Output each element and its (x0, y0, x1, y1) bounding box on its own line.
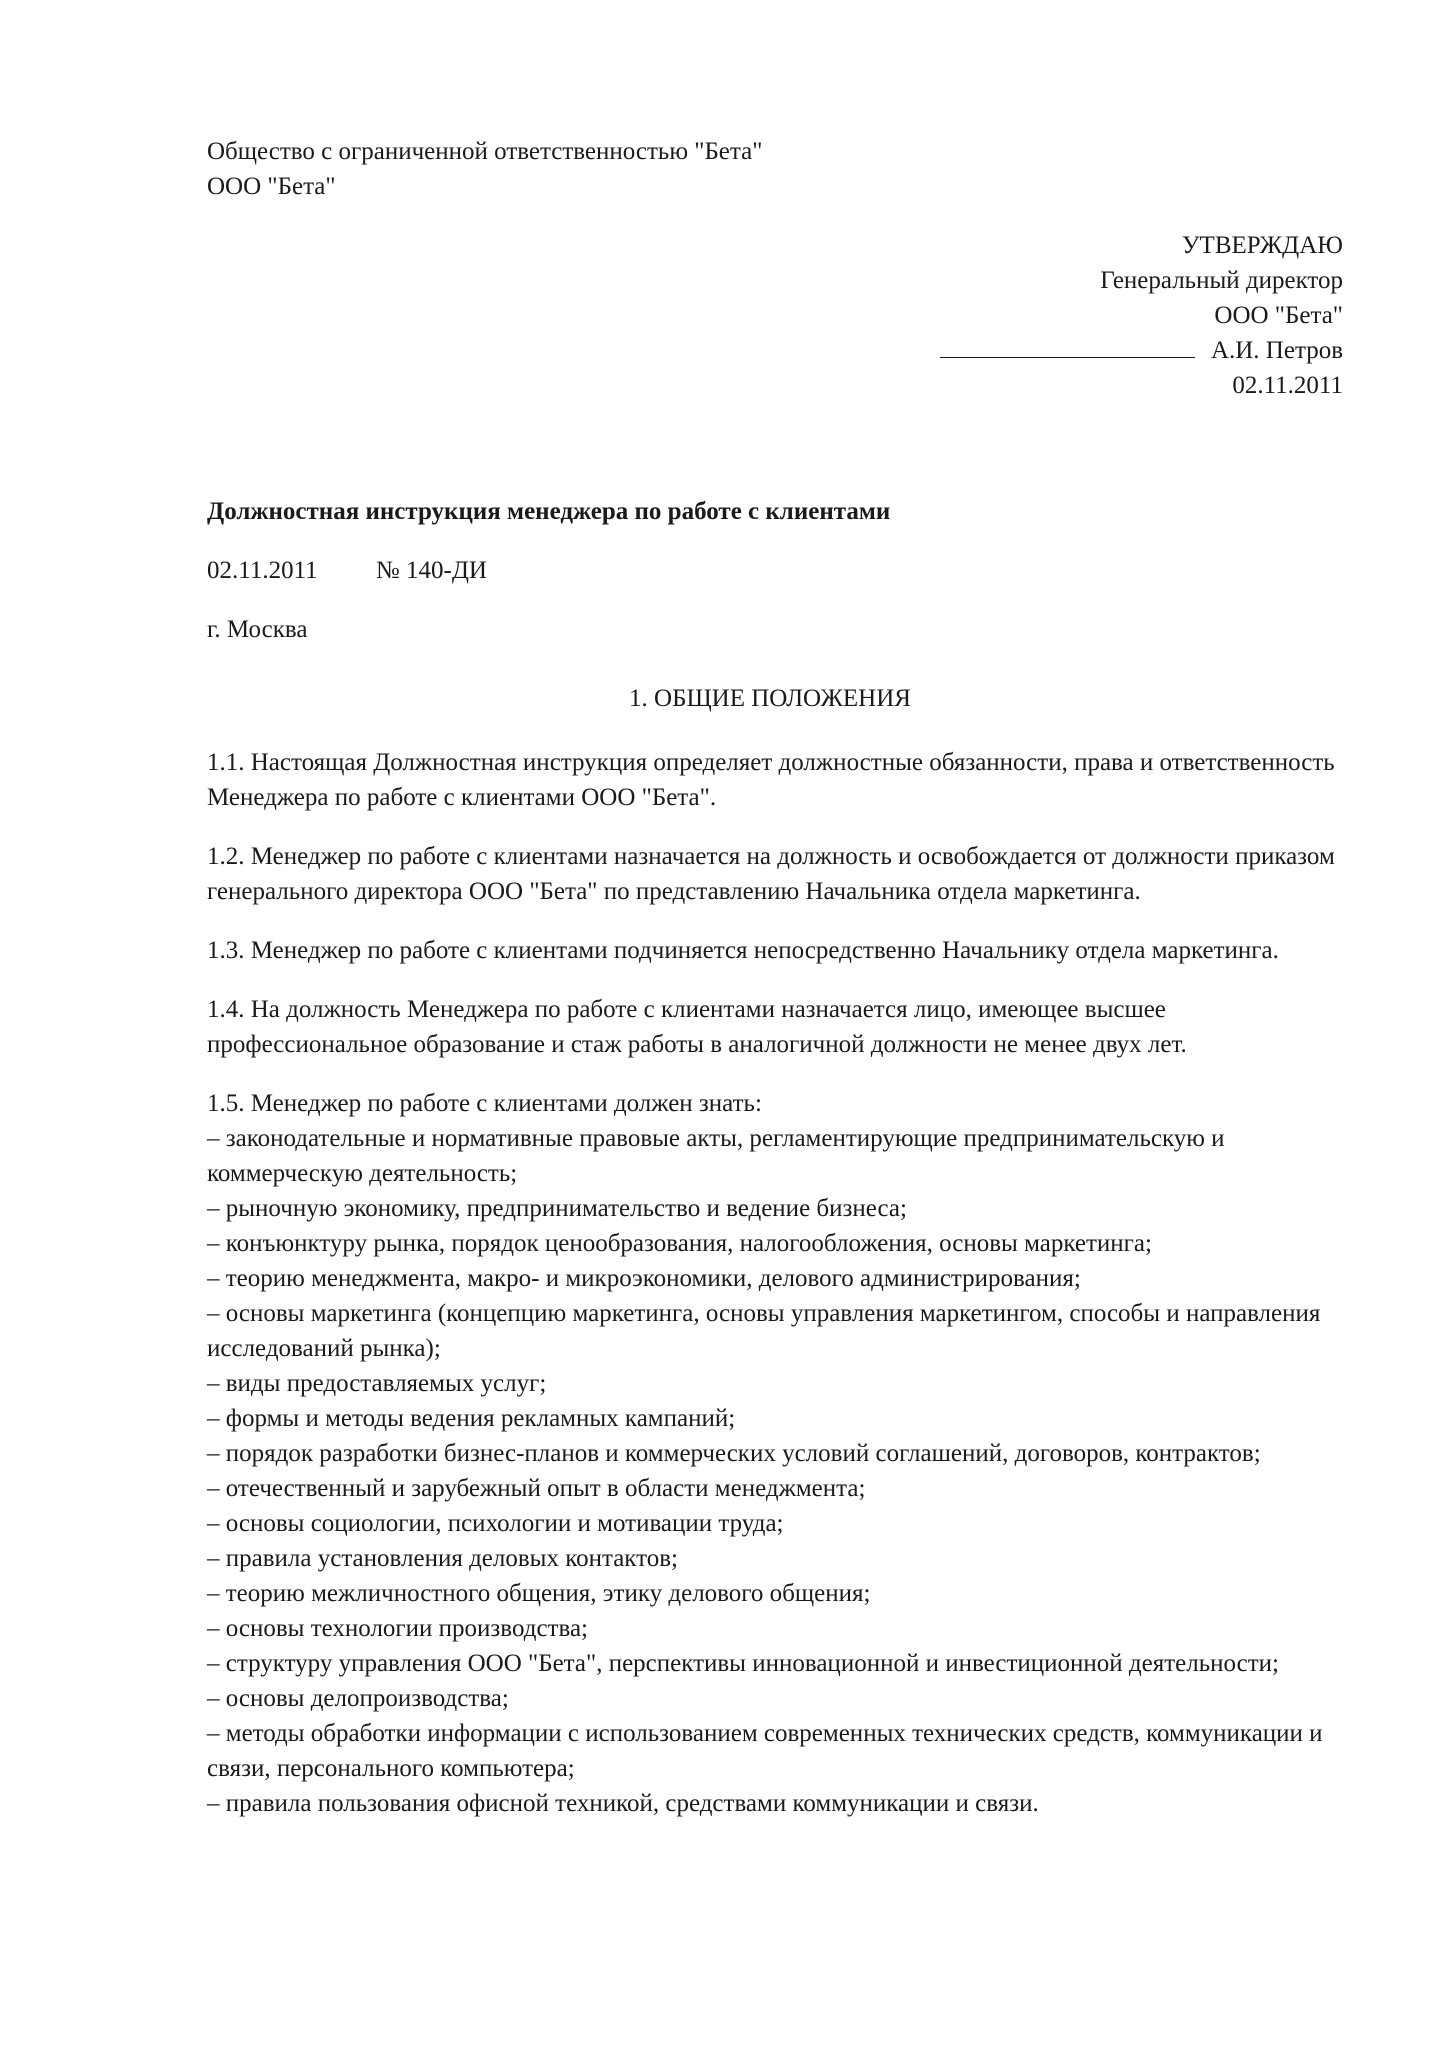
paragraph-1-2: 1.2. Менеджер по работе с клиентами назначается на должность и освобождается от должности приказом генерального директора ООО "Бета" по представлению Начальника отдела маркетинга. (207, 843, 1335, 905)
list-item: – правила установления деловых контактов; (207, 1545, 678, 1572)
list-item: – методы обработки информации с использованием современных технических средств, коммуникации и связи, персонального компьютера; (207, 1720, 1323, 1782)
list-item: – конъюнктуру рынка, порядок ценообразования, налогообложения, основы маркетинга; (207, 1230, 1152, 1257)
list-item: – теорию межличностного общения, этику делового общения; (207, 1580, 871, 1607)
list-item: – основы социологии, психологии и мотивации труда; (207, 1510, 784, 1537)
list-item: – основы делопроизводства; (207, 1685, 509, 1712)
list-item: – рыночную экономику, предпринимательство и ведение бизнеса; (207, 1195, 907, 1222)
list-item: – законодательные и нормативные правовые акты, регламентирующие предпринимательскую и коммерческую деятельность; (207, 1125, 1225, 1187)
approval-position: Генеральный директор (1100, 267, 1343, 294)
list-item: – формы и методы ведения рекламных кампаний; (207, 1405, 736, 1432)
list-item: – основы технологии производства; (207, 1615, 588, 1642)
list-item: – порядок разработки бизнес-планов и коммерческих условий соглашений, договоров, контрактов; (207, 1440, 1261, 1467)
section-heading: 1. ОБЩИЕ ПОЛОЖЕНИЯ (629, 685, 911, 712)
approval-block (743, 228, 1343, 403)
paragraph-1-1: 1.1. Настоящая Должностная инструкция определяет должностные обязанности, права и ответственность Менеджера по работе с клиентами ООО "Бета". (207, 749, 1335, 811)
document-city: г. Москва (207, 616, 308, 643)
approval-date: 02.11.2011 (1232, 372, 1343, 399)
list-item: – правила пользования офисной техникой, средствами коммуникации и связи. (207, 1790, 1039, 1817)
approval-signer: А.И. Петров (1210, 337, 1343, 364)
list-item: – теорию менеджмента, макро- и микроэкономики, делового администрирования; (207, 1265, 1081, 1292)
org-short-name: ООО "Бета" (207, 173, 336, 200)
paragraph-1-5: 1.5. Менеджер по работе с клиентами должен знать: (207, 1090, 762, 1117)
signature-line (940, 333, 1195, 358)
document-title: Должностная инструкция менеджера по работе с клиентами (207, 498, 891, 525)
approval-company: ООО "Бета" (1214, 302, 1343, 329)
org-header (207, 134, 1347, 204)
org-full-name: Общество с ограниченной ответственностью "Бета" (207, 138, 763, 165)
list-item: – основы маркетинга (концепцию маркетинга, основы управления маркетингом, способы и направления исследований рынка); (207, 1300, 1321, 1362)
knowledge-list (207, 1121, 1347, 1821)
paragraph-1-3: 1.3. Менеджер по работе с клиентами подчиняется непосредственно Начальнику отдела маркетинга. (207, 937, 1279, 964)
paragraph-1-4: 1.4. На должность Менеджера по работе с клиентами назначается лицо, имеющее высшее профессиональное образование и стаж работы в аналогичной должности не менее двух лет. (207, 996, 1187, 1058)
list-item: – структуру управления ООО "Бета", перспективы инновационной и инвестиционной деятельности; (207, 1650, 1279, 1677)
list-item: – отечественный и зарубежный опыт в области менеджмента; (207, 1475, 866, 1502)
document-number: № 140-ДИ (375, 557, 487, 584)
signature-row (743, 333, 1343, 368)
list-item: – виды предоставляемых услуг; (207, 1370, 547, 1397)
section-body (207, 745, 1347, 1821)
document-meta (207, 553, 487, 588)
approval-label: УТВЕРЖДАЮ (1181, 232, 1343, 259)
document-date: 02.11.2011 (207, 557, 318, 584)
